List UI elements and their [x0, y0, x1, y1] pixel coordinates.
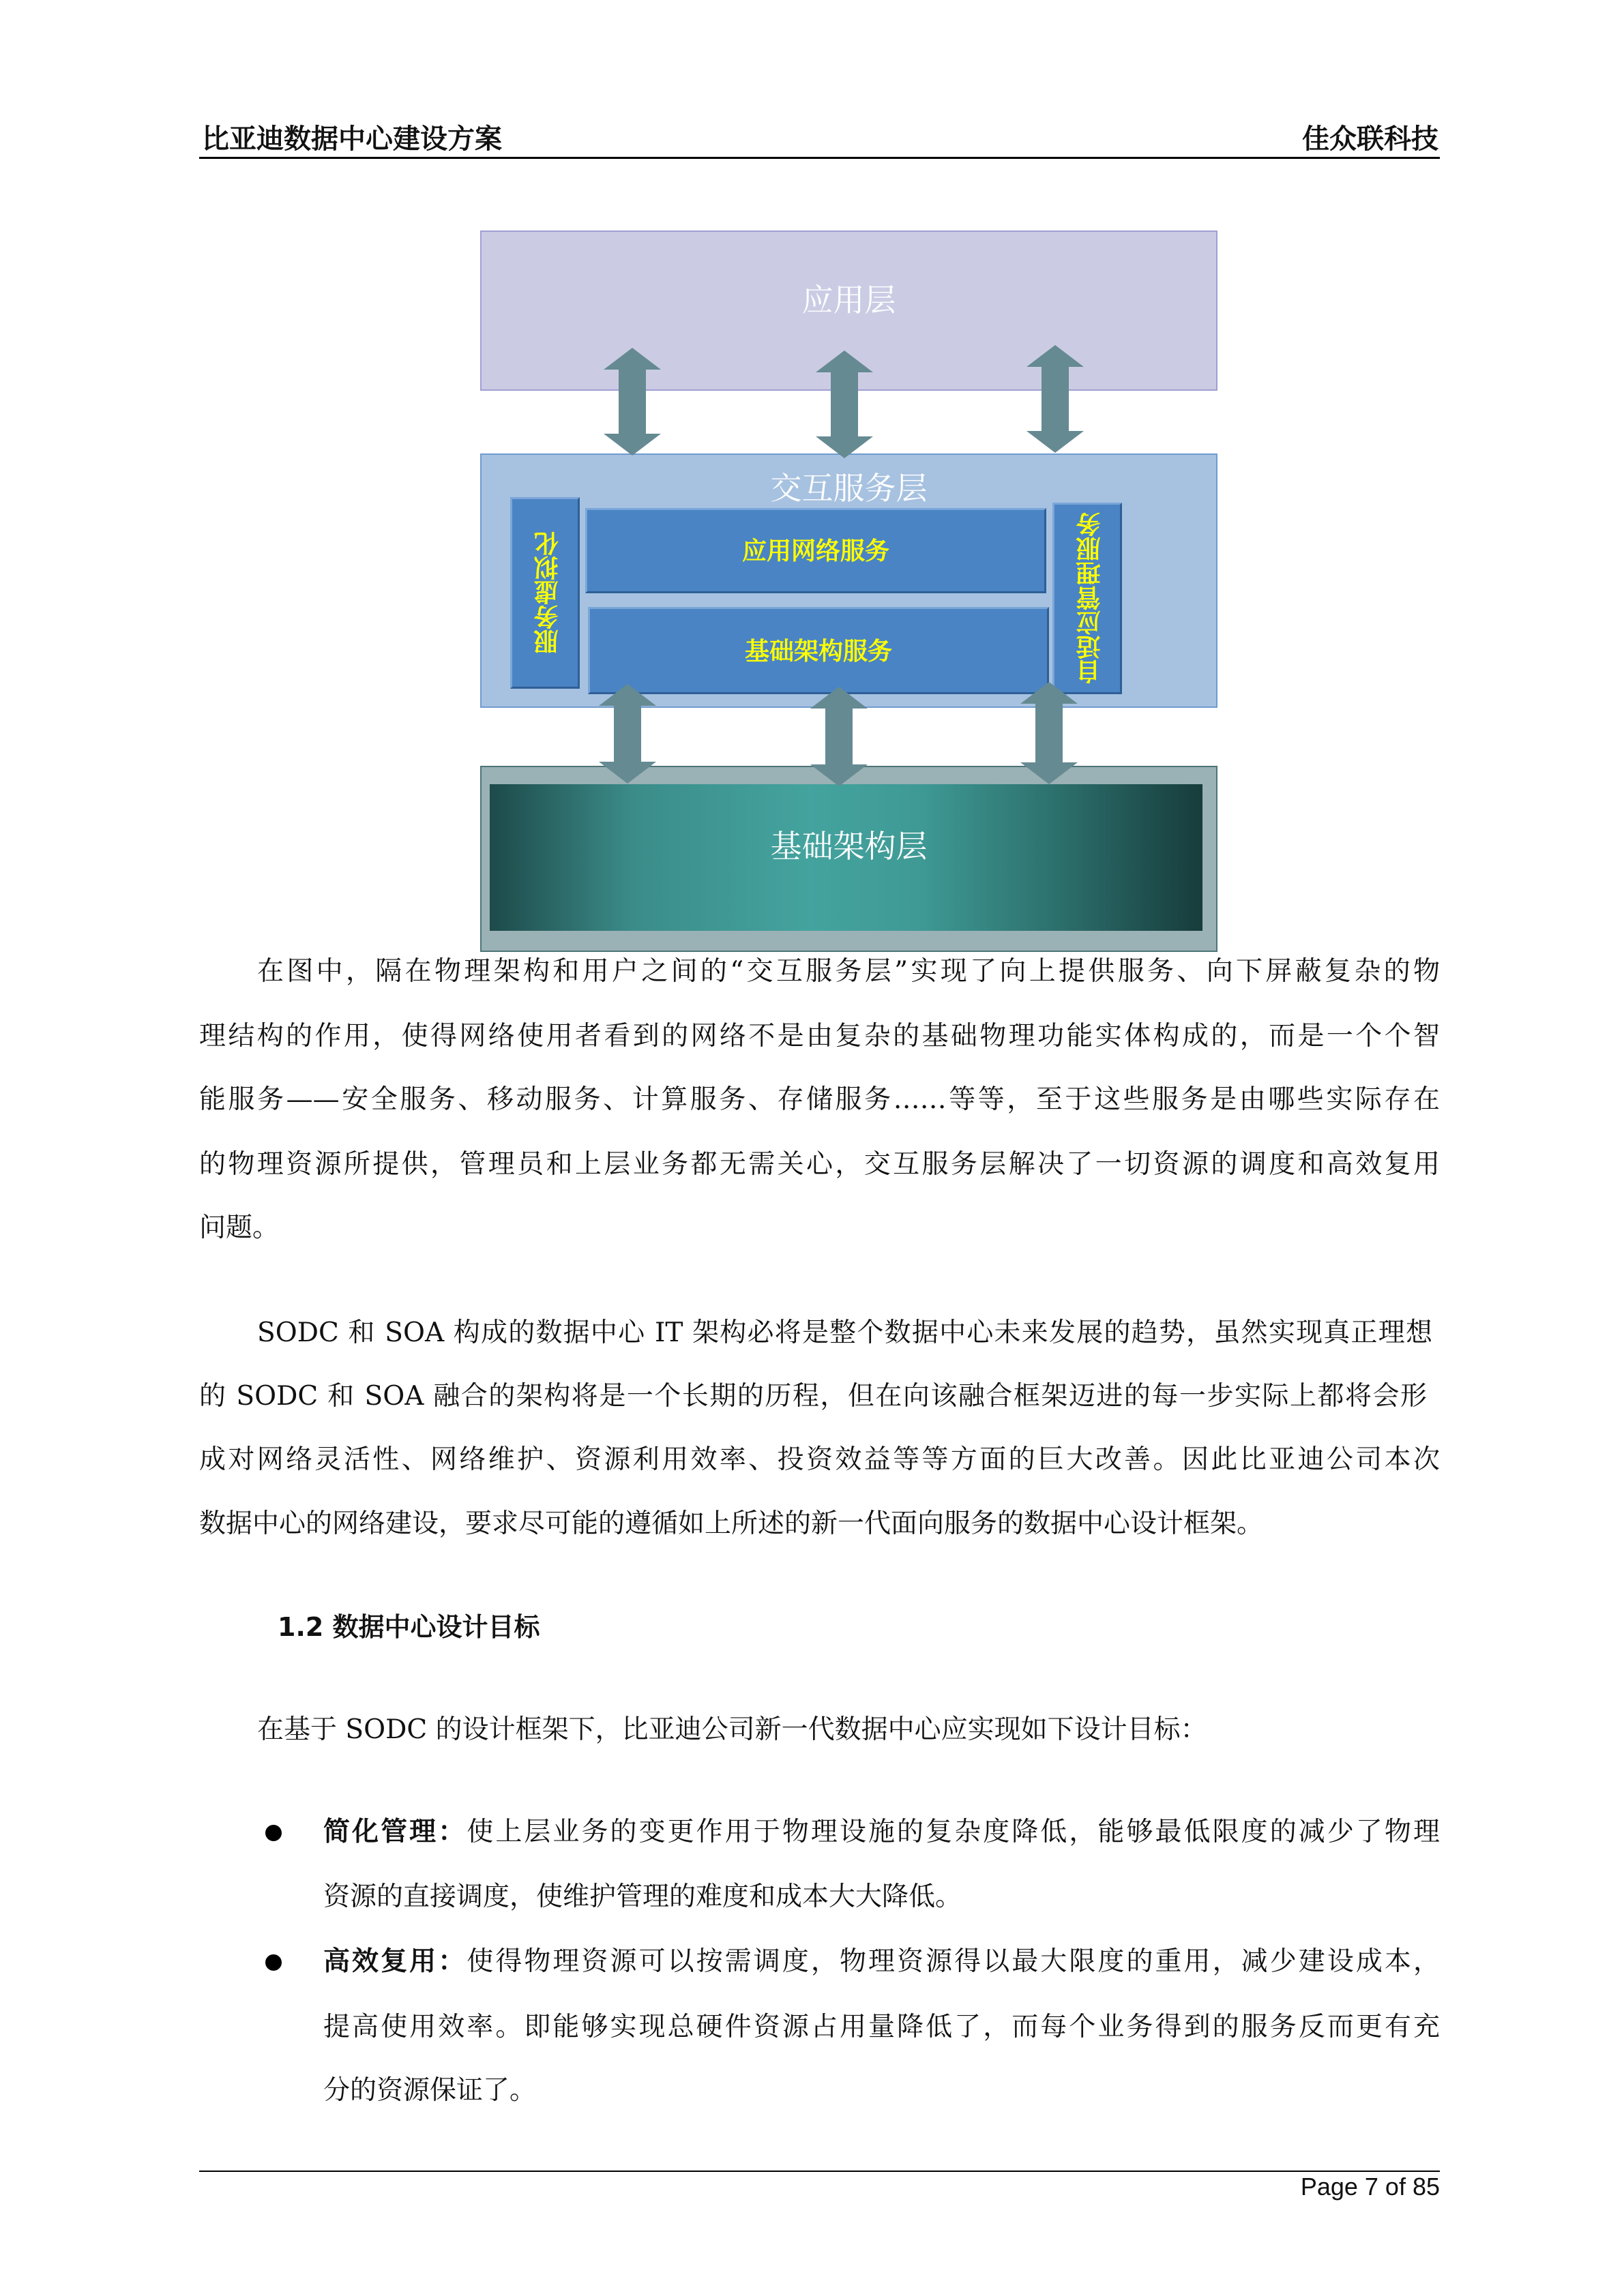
- para1-line: 的物理资源所提供，管理员和上层业务都无需关心，交互服务层解决了一切资源的调度和高效复用: [199, 1149, 1440, 1180]
- double-arrow-icon: [1027, 345, 1084, 453]
- bullet-title: 简化管理：: [323, 1817, 467, 1847]
- interaction-layer-label: 交互服务层: [770, 470, 928, 507]
- infra-layer-label: 基础架构层: [770, 828, 928, 865]
- double-arrow-icon: [599, 684, 656, 784]
- adaptive-management-label: 自适应管理服务: [1076, 512, 1104, 685]
- para1-line: 理结构的作用，使得网络使用者看到的网络不是由复杂的基础物理功能实体构成的，而是一个个智: [199, 1021, 1440, 1052]
- bullet-icon: [265, 1825, 282, 1841]
- header-title: 比亚迪数据中心建设方案: [202, 123, 502, 155]
- para1-line: 在图中，隔在物理架构和用户之间的“交互服务层”实现了向上提供服务、向下屏蔽复杂的物: [257, 956, 1440, 987]
- para2-line: 成对网络灵活性、网络维护、资源利用效率、投资效益等等方面的巨大改善。因此比亚迪公司本次: [199, 1444, 1440, 1475]
- double-arrow-icon: [1020, 682, 1078, 784]
- bullet-line: 资源的直接调度，使维护管理的难度和成本大大降低。: [323, 1881, 962, 1912]
- bullet-line: 提高使用效率。即能够实现总硬件资源占用量降低了，而每个业务得到的服务反而更有充: [323, 2012, 1440, 2042]
- bullet-icon: [265, 1954, 282, 1971]
- double-arrow-icon: [816, 351, 873, 458]
- bullet-line: 分的资源保证了。: [323, 2075, 537, 2106]
- section-heading: 1.2 数据中心设计目标: [278, 1612, 540, 1642]
- footer-rule: [199, 2171, 1440, 2172]
- bullet-text: 使得物理资源可以按需调度，物理资源得以最大限度的重用，减少建设成本，: [467, 1946, 1440, 1977]
- para1-line: 问题。: [199, 1212, 280, 1243]
- infra-service-label: 基础架构服务: [744, 637, 892, 666]
- bullet-line: [323, 1945, 1440, 1979]
- para1-line: 能服务——安全服务、移动服务、计算服务、存储服务……等等，至于这些服务是由哪些实际存在: [199, 1084, 1440, 1115]
- app-layer-label: 应用层: [801, 282, 896, 318]
- intro-text: 在基于 SODC 的设计框架下，比亚迪公司新一代数据中心应实现如下设计目标：: [257, 1714, 1207, 1745]
- double-arrow-icon: [604, 348, 661, 456]
- para2-line: 数据中心的网络建设，要求尽可能的遵循如上所述的新一代面向服务的数据中心设计框架。: [199, 1508, 1264, 1539]
- bullet-title: 高效复用：: [323, 1946, 467, 1977]
- header-company: 佳众联科技: [1302, 123, 1438, 155]
- bullet-line: [323, 1815, 1440, 1849]
- bullet-text: 使上层业务的变更作用于物理设施的复杂度降低，能够最低限度的减少了物理: [467, 1817, 1440, 1847]
- page-number: Page 7 of 85: [1300, 2173, 1440, 2201]
- para2-line: 的 SODC 和 SOA 融合的架构将是一个长期的历程，但在向该融合框架迈进的每一步实际上都将会形: [199, 1381, 1427, 1412]
- arrows: [0, 0, 1624, 955]
- service-virtualization-label: 服务虚拟化: [533, 531, 562, 655]
- double-arrow-icon: [810, 687, 868, 786]
- app-network-service-label: 应用网络服务: [741, 537, 889, 565]
- para2-line: SODC 和 SOA 构成的数据中心 IT 架构必将是整个数据中心未来发展的趋势，虽然实现真正理想: [257, 1317, 1432, 1348]
